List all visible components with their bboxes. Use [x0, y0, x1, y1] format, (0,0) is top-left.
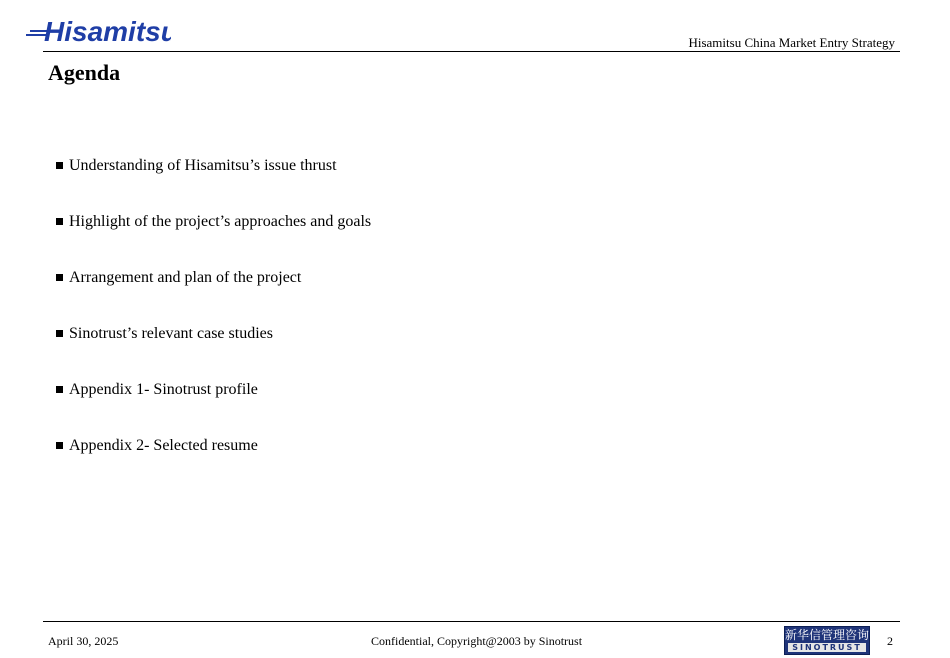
square-bullet-icon — [56, 386, 63, 393]
agenda-item — [56, 381, 371, 437]
agenda-item — [56, 437, 371, 493]
agenda-item-label: Understanding of Hisamitsu’s issue thrust — [69, 157, 337, 174]
hisamitsu-logo — [26, 14, 171, 48]
agenda-item-label: Highlight of the project’s approaches and goals — [69, 213, 372, 230]
sinotrust-logo — [784, 626, 870, 655]
agenda-item-label: Arrangement and plan of the project — [69, 269, 302, 286]
sinotrust-logo-cn: 新华信管理咨询 — [785, 628, 870, 642]
header-title: Hisamitsu China Market Entry Strategy — [688, 35, 895, 50]
square-bullet-icon — [56, 330, 63, 337]
footer-date: April 30, 2025 — [48, 634, 119, 648]
agenda-item-label: Appendix 1- Sinotrust profile — [69, 381, 258, 398]
agenda-item — [56, 213, 371, 269]
agenda-list — [56, 157, 371, 493]
square-bullet-icon — [56, 442, 63, 449]
agenda-item — [56, 325, 371, 381]
agenda-item — [56, 157, 371, 213]
square-bullet-icon — [56, 274, 63, 281]
square-bullet-icon — [56, 162, 63, 169]
footer-confidential: Confidential, Copyright@2003 by Sinotrust — [371, 634, 583, 648]
header-divider — [43, 51, 900, 52]
agenda-item — [56, 269, 371, 325]
page-number: 2 — [887, 634, 893, 648]
footer-divider — [43, 621, 900, 622]
square-bullet-icon — [56, 218, 63, 225]
page-title: Agenda — [48, 60, 121, 85]
agenda-item-label: Sinotrust’s relevant case studies — [69, 325, 273, 342]
agenda-item-label: Appendix 2- Selected resume — [69, 437, 258, 454]
sinotrust-logo-en: SINOTRUST — [788, 643, 866, 652]
logo-wordmark: Hisamitsu — [44, 16, 171, 47]
